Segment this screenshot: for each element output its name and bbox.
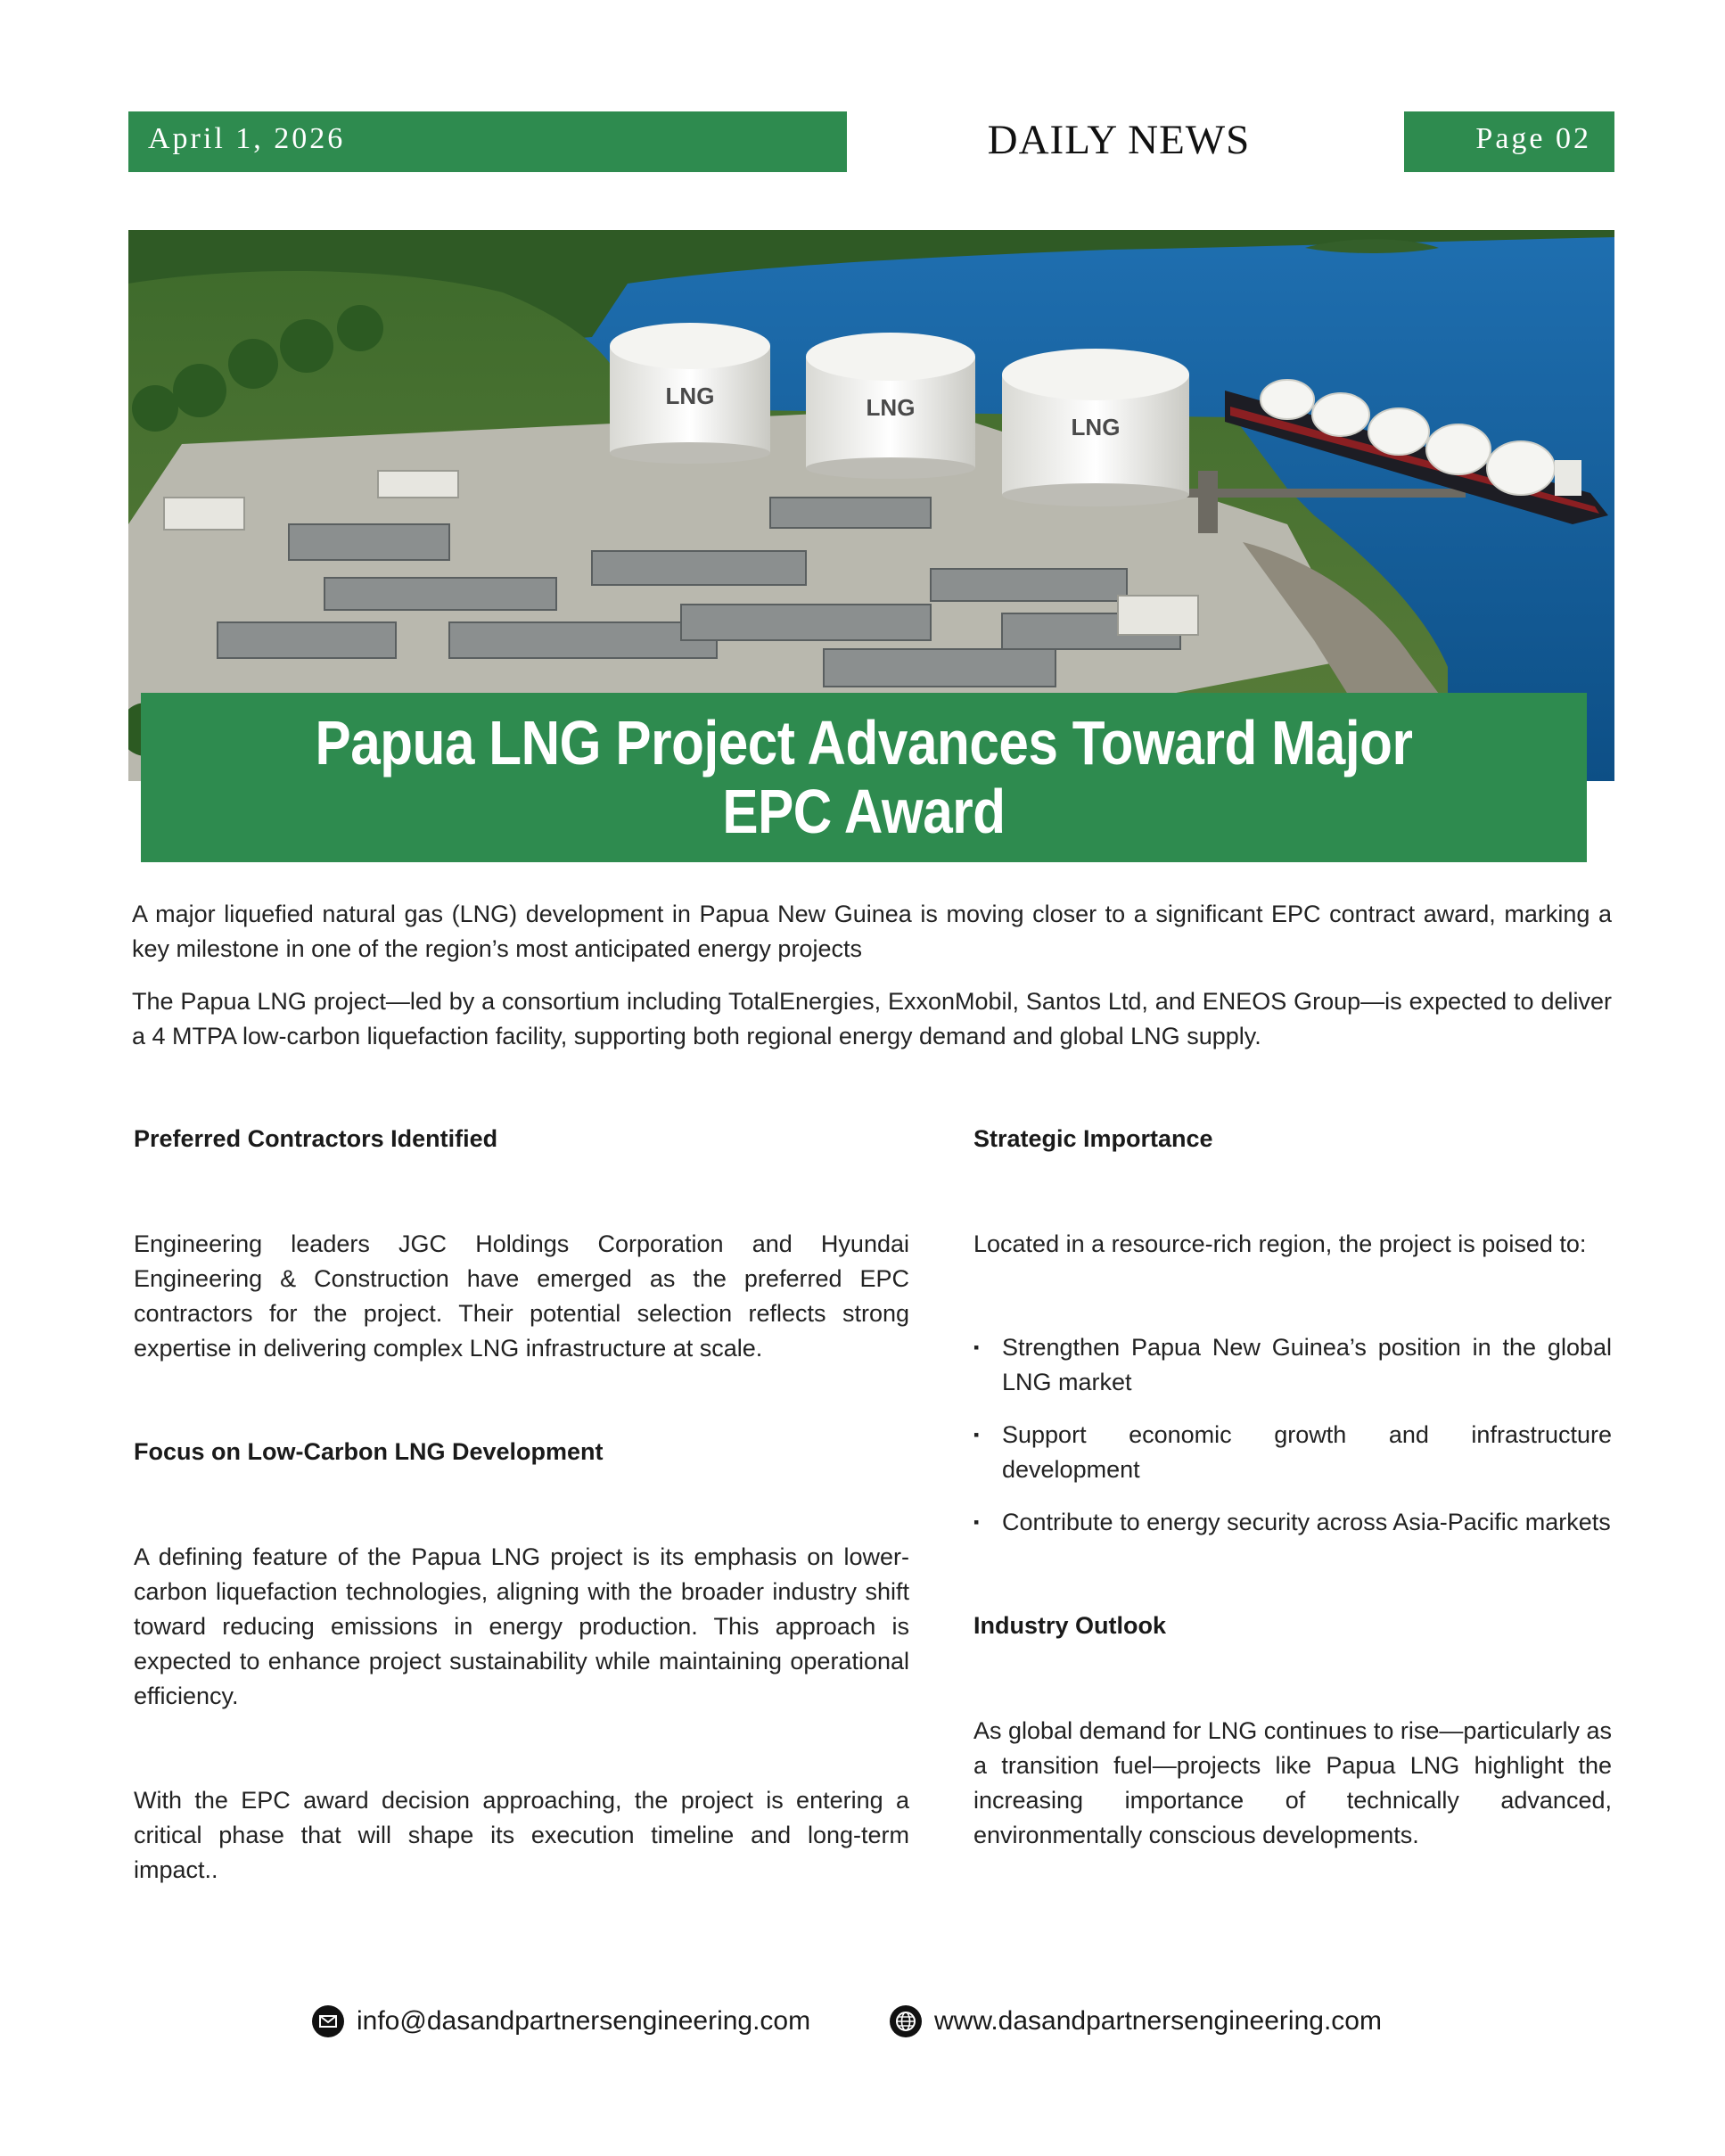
section-heading-low-carbon: Focus on Low-Carbon LNG Development bbox=[134, 1438, 604, 1465]
epc-award-paragraph: With the EPC award decision approaching, the project is entering a critical phase that will shape its execution timeline and long-term impact.. bbox=[134, 1787, 909, 1883]
issue-date: April 1, 2026 bbox=[148, 122, 346, 155]
strategic-importance-list bbox=[973, 1330, 1612, 1558]
tank-label-1: LNG bbox=[665, 383, 715, 409]
footer-website-text[interactable]: www.dasandpartnersengineering.com bbox=[934, 2006, 1382, 2036]
section-heading-preferred-contractors: Preferred Contractors Identified bbox=[134, 1125, 498, 1152]
article-headline: Papua LNG Project Advances Toward Major EPC Award bbox=[315, 708, 1413, 846]
page-number: Page 02 bbox=[1475, 122, 1591, 155]
strategic-importance-paragraph: Located in a resource-rich region, the project is poised to: bbox=[973, 1230, 1587, 1257]
footer-email-text[interactable]: info@dasandpartnersengineering.com bbox=[357, 2006, 811, 2036]
intro-paragraph-2: The Papua LNG project—led by a consortium including TotalEnergies, ExxonMobil, Santos Ltd, and ENEOS Group—is expected to deliver a 4 MTPA low-carbon liquefaction facility, supporting both regional energy demand and global LNG supply. bbox=[132, 988, 1612, 1049]
masthead-title: DAILY NEWS bbox=[987, 117, 1251, 163]
list-item: ▪ Strengthen Papua New Guinea’s position in the global LNG market bbox=[973, 1330, 1612, 1400]
headline-banner bbox=[141, 693, 1587, 862]
industry-outlook-paragraph: As global demand for LNG continues to rise—particularly as a transition fuel—projects like Papua LNG highlight the increasing importance of technically advanced, environmentally conscious developments. bbox=[973, 1717, 1612, 1848]
date-banner bbox=[128, 111, 847, 172]
preferred-contractors-paragraph: Engineering leaders JGC Holdings Corporation and Hyundai Engineering & Construction have emerged as the preferred EPC contractors for the project. Their potential selection reflects strong expertise in delivering complex LNG infrastructure at scale. bbox=[134, 1230, 909, 1362]
tank-label-3: LNG bbox=[1071, 414, 1121, 440]
section-heading-industry-outlook: Industry Outlook bbox=[973, 1612, 1166, 1639]
envelope-icon bbox=[312, 2005, 344, 2037]
page-banner bbox=[1404, 111, 1614, 172]
footer-website[interactable] bbox=[890, 2005, 1382, 2037]
tank-label-2: LNG bbox=[866, 394, 916, 421]
list-item: ▪ Support economic growth and infrastructure development bbox=[973, 1418, 1612, 1487]
footer-email[interactable] bbox=[312, 2005, 810, 2037]
section-heading-strategic-importance: Strategic Importance bbox=[973, 1125, 1213, 1152]
list-item: ▪ Contribute to energy security across Asia-Pacific markets bbox=[973, 1505, 1612, 1540]
globe-icon bbox=[890, 2005, 922, 2037]
low-carbon-paragraph: A defining feature of the Papua LNG project is its emphasis on lower-carbon liquefaction technologies, aligning with the broader industry shift toward reducing emissions in energy production. This approach is expected to enhance project sustainability while maintaining operational efficiency. bbox=[134, 1543, 909, 1709]
intro-paragraph-1: A major liquefied natural gas (LNG) development in Papua New Guinea is moving closer to a significant EPC contract award, marking a key milestone in one of the region’s most anticipated energy projects bbox=[132, 901, 1612, 962]
